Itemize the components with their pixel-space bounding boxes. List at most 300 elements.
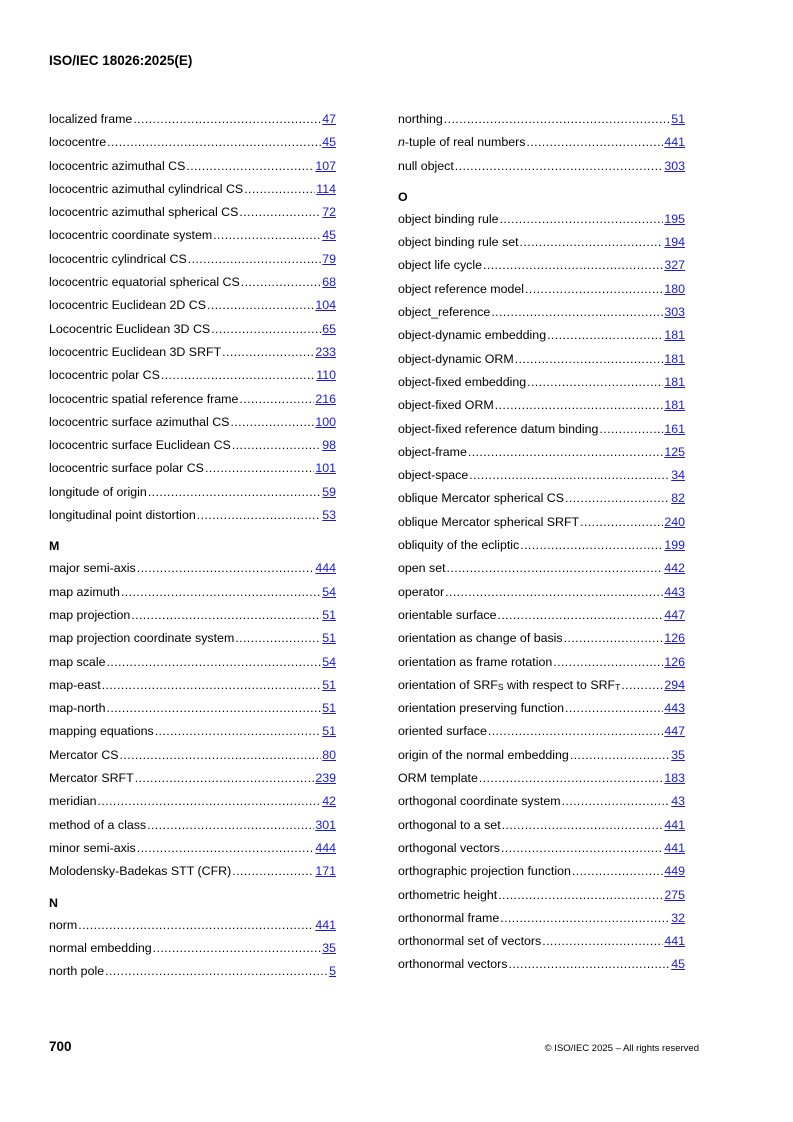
index-term-text: map-north [49,701,106,716]
page-link[interactable]: 100 [315,414,336,429]
page-link[interactable]: 441 [664,135,685,150]
index-entry [49,790,336,813]
index-term-text: orthogonal coordinate system [398,794,561,809]
index-term-text: object binding rule [398,211,499,226]
dot-leader [232,434,321,457]
section-letter: O [398,189,408,204]
dot-leader [621,674,663,697]
page-link[interactable]: 443 [664,584,685,599]
index-term-text: Mercator SRFT [49,771,134,786]
page-link[interactable]: 441 [664,840,685,855]
page-link[interactable]: 216 [315,391,336,406]
page-link[interactable]: 327 [664,258,685,273]
index-entry [49,581,336,604]
index-term [398,131,525,154]
index-term-text: orthonormal frame [398,910,500,925]
section-letter: N [49,895,58,910]
index-term-text: orthonormal vectors [398,957,508,972]
index-term-text: orthographic projection function [398,864,571,879]
index-entry [398,651,685,674]
page-link[interactable]: 301 [315,817,336,832]
index-term [49,131,106,154]
index-term-text: object-fixed ORM [398,398,494,413]
dot-leader [230,411,314,434]
page-link[interactable]: 195 [664,211,685,226]
copyright-notice: © ISO/IEC 2025 – All rights reserved [544,1043,699,1054]
page-link[interactable]: 53 [322,508,336,523]
index-term-text: orthogonal vectors [398,840,500,855]
page-link[interactable]: 183 [664,771,685,786]
page-link[interactable]: 45 [322,228,336,243]
dot-leader [106,697,321,720]
index-term-text: map-east [49,677,101,692]
index-term-text: meridian [49,794,97,809]
page-link[interactable]: 51 [322,631,336,646]
index-term [49,108,132,131]
dot-leader [239,388,314,411]
index-term-text: Lococentric Euclidean 3D CS [49,321,211,336]
dot-leader [444,108,670,131]
page-link[interactable]: 51 [322,677,336,692]
index-entry [49,651,336,674]
dot-leader [235,627,321,650]
dot-leader [241,271,321,294]
index-entry [398,581,685,604]
page-link[interactable]: 32 [671,910,685,925]
index-term-text: orthonormal set of vectors [398,934,542,949]
dot-leader [500,907,670,930]
index-term-text: orientation of SRF [398,677,498,692]
index-entry [49,604,336,627]
index-entry [398,108,685,131]
index-entry [398,208,685,231]
index-term-text: lococentric spatial reference frame [49,391,239,406]
page-link[interactable]: 107 [315,158,336,173]
index-entry [49,860,336,883]
dot-leader [137,837,315,860]
page-link[interactable]: 35 [322,940,336,955]
dot-leader [455,155,664,178]
index-entry [49,937,336,960]
index-entry [49,108,336,131]
index-term-text: object life cycle [398,258,483,273]
index-term-text: object-space [398,468,469,483]
index-entry [49,457,336,480]
index-term [49,271,240,294]
index-term-text: object_reference [398,305,491,320]
page-link[interactable]: 45 [671,957,685,972]
index-term [398,953,508,976]
index-entry [49,557,336,580]
dot-leader [599,418,663,441]
page-link[interactable]: 47 [322,112,336,126]
index-term-text: object binding rule set [398,235,519,250]
dot-leader [78,914,314,937]
index-term-text: null object [398,158,454,173]
page-link[interactable]: 82 [671,491,685,506]
index-entry [49,411,336,434]
page-link[interactable]: 42 [322,794,336,809]
index-term [398,155,454,178]
index-entry [398,301,685,324]
page-link[interactable]: 80 [322,747,336,762]
index-entry [398,627,685,650]
index-term-text: lococentric cylindrical CS [49,251,187,266]
index-term-text: lococentric equatorial spherical CS [49,275,240,290]
index-entry [398,720,685,743]
page-link[interactable]: 126 [664,631,685,646]
dot-leader [542,930,663,953]
page-link[interactable]: 233 [315,344,336,359]
page-link[interactable]: 59 [322,484,336,499]
index-term [49,767,134,790]
index-term [49,581,120,604]
section-letter: M [49,539,60,554]
index-term-text: object reference model [398,281,525,296]
index-entry [49,814,336,837]
index-entry [49,720,336,743]
index-term-text: origin of the normal embedding [398,747,569,762]
index-entry [398,394,685,417]
index-term-text: orientation as change of basis [398,631,563,646]
index-term [398,860,571,883]
index-term [398,627,563,650]
page-link[interactable]: 161 [664,421,685,436]
dot-leader [498,604,664,627]
index-term [398,534,519,557]
index-entry [398,744,685,767]
index-term-text: oriented surface [398,724,487,739]
index-term-text: localized frame [49,112,133,126]
dot-leader [197,504,321,527]
page-link[interactable]: 104 [315,298,336,313]
page-link[interactable]: 303 [664,158,685,173]
dot-leader [105,960,328,983]
dot-leader [207,294,314,317]
index-entry [49,837,336,860]
index-term-text: lococentric Euclidean 2D CS [49,298,207,313]
page-link[interactable]: 447 [664,607,685,622]
page-link[interactable]: 441 [664,817,685,832]
index-term-text: lococentric surface Euclidean CS [49,438,231,453]
page-link[interactable]: 51 [322,724,336,739]
index-term [398,907,499,930]
dot-leader [498,884,663,907]
index-entry [398,907,685,930]
index-term [398,884,497,907]
index-entry [398,534,685,557]
dot-leader [483,254,663,277]
index-entry [398,930,685,953]
index-term [398,418,598,441]
page-link[interactable]: 45 [322,135,336,150]
page-link[interactable]: 98 [322,438,336,453]
index-term-text: lococentric surface polar CS [49,461,204,476]
page-link[interactable]: 125 [664,444,685,459]
index-entry [398,464,685,487]
index-term-text: oblique Mercator spherical CS [398,491,564,506]
page-link[interactable]: 35 [671,747,685,762]
index-entry [49,224,336,247]
index-entry [49,248,336,271]
page-link[interactable]: 101 [315,461,336,476]
index-term [398,930,541,953]
page-link[interactable]: 181 [664,328,685,343]
index-term-text: longitudinal point distortion [49,508,196,523]
index-entry [49,271,336,294]
dot-leader [553,651,663,674]
dot-leader [525,278,663,301]
index-entry [398,418,685,441]
page-link[interactable]: 114 [316,181,336,196]
index-term [49,557,136,580]
index-term-text: norm [49,917,78,932]
page-link[interactable]: 444 [315,840,336,855]
index-entry [49,627,336,650]
index-term [49,318,210,341]
index-term [398,278,524,301]
index-entry [49,155,336,178]
page-link[interactable]: 171 [315,864,336,879]
page-link[interactable]: 194 [664,235,685,250]
index-term [49,860,231,883]
index-term-subscript: S [497,681,504,692]
index-entry [398,674,685,697]
page-number: 700 [49,1039,72,1054]
index-term-text: lococentric surface azimuthal CS [49,414,230,429]
index-term [398,557,446,580]
dot-leader [211,318,321,341]
dot-leader [527,371,663,394]
page-link[interactable]: 199 [664,538,685,553]
page-link[interactable]: 51 [322,701,336,716]
index-term [49,481,147,504]
dot-leader [121,581,321,604]
document-header: ISO/IEC 18026:2025(E) [49,53,193,68]
dot-leader [488,720,663,743]
index-term-text: -tuple of real numbers [404,135,526,150]
index-entry [398,487,685,510]
index-entry [49,914,336,937]
page-link[interactable]: 54 [322,584,336,599]
index-term [49,720,154,743]
dot-leader [120,744,322,767]
page-link[interactable]: 443 [664,701,685,716]
dot-leader [131,604,321,627]
dot-leader [213,224,321,247]
index-term-text: map projection coordinate system [49,631,235,646]
index-entry [49,341,336,364]
index-term [398,301,490,324]
index-entry [398,155,685,178]
index-entry [49,388,336,411]
index-term [49,604,130,627]
dot-leader [137,557,315,580]
index-entry [49,318,336,341]
dot-leader [502,814,664,837]
dot-leader [509,953,671,976]
index-entry [398,860,685,883]
index-term [49,388,238,411]
index-entry [398,231,685,254]
index-term [398,108,443,131]
index-term [49,178,243,201]
index-term [49,937,152,960]
dot-leader [564,627,664,650]
page-link[interactable]: 239 [315,771,336,786]
page-link[interactable]: 449 [664,864,685,879]
index-entry [398,767,685,790]
index-term-text: orthogonal to a set [398,817,501,832]
page-link[interactable]: 303 [664,305,685,320]
index-term-text: oblique Mercator spherical SRFT [398,514,580,529]
index-term [398,324,546,347]
dot-leader [161,364,315,387]
page-link[interactable]: 110 [316,368,336,383]
page-link[interactable]: 444 [315,561,336,576]
page-link[interactable]: 5 [329,964,336,979]
index-entry [49,131,336,154]
index-entry [49,504,336,527]
page-link[interactable]: 51 [322,607,336,622]
dot-leader [547,324,663,347]
index-term [49,434,231,457]
index-entry [398,441,685,464]
dot-leader [562,790,671,813]
dot-leader [565,697,663,720]
index-term [398,744,569,767]
page-link[interactable]: 441 [315,917,336,932]
page-link[interactable]: 181 [664,351,685,366]
index-term-text: lococentric azimuthal CS [49,158,186,173]
index-term-text: minor semi-axis [49,840,136,855]
index-entry [398,837,685,860]
index-term [398,441,467,464]
index-term [398,720,487,743]
index-term-text: map azimuth [49,584,120,599]
index-term [49,744,119,767]
page-link[interactable]: 65 [322,321,336,336]
index-term [398,511,579,534]
index-term-text: northing [398,112,443,126]
dot-leader [501,837,663,860]
index-term [49,155,185,178]
index-term-text: lococentric polar CS [49,368,160,383]
page-link[interactable]: 180 [664,281,685,296]
dot-leader [520,231,664,254]
page-link[interactable]: 54 [322,654,336,669]
index-entry [398,131,685,154]
index-entry [49,767,336,790]
index-term [398,674,620,698]
index-entry [49,434,336,457]
dot-leader [580,511,663,534]
index-term [49,457,204,480]
index-term-text: obliquity of the ecliptic [398,538,520,553]
page-link[interactable]: 447 [664,724,685,739]
index-term-text: map projection [49,607,131,622]
dot-leader [495,394,664,417]
dot-leader [155,720,321,743]
index-term [49,837,136,860]
index-entry [398,697,685,720]
index-term [49,914,77,937]
index-term [49,651,105,674]
index-term [49,504,196,527]
index-term-text: orientable surface [398,607,497,622]
index-entry [398,814,685,837]
page-link[interactable]: 34 [671,468,685,483]
dot-leader [232,860,314,883]
page-link[interactable]: 441 [664,934,685,949]
dot-leader [148,481,321,504]
dot-leader [447,557,664,580]
index-entry [49,481,336,504]
index-term [49,627,234,650]
index-term [398,348,514,371]
page-link[interactable]: 68 [322,275,336,290]
dot-leader [239,201,321,224]
index-term-text: ORM template [398,771,478,786]
page-link[interactable]: 294 [664,677,685,692]
index-term [398,604,497,627]
index-term-text: major semi-axis [49,561,136,576]
index-term [398,837,500,860]
page-link[interactable]: 79 [322,251,336,266]
index-entry [49,178,336,201]
page-link[interactable]: 442 [664,561,685,576]
dot-leader [526,131,663,154]
index-term [398,254,482,277]
index-term [49,224,212,247]
dot-leader [147,814,314,837]
index-term [49,201,238,224]
index-term-text: Mercator CS [49,747,119,762]
page-link[interactable]: 240 [664,514,685,529]
index-entry [49,960,336,983]
dot-leader [133,108,321,131]
page-link[interactable]: 275 [664,887,685,902]
index-term [49,341,221,364]
index-term [398,208,499,231]
index-term-text: object-fixed reference datum binding [398,421,599,436]
index-entry [398,884,685,907]
dot-leader [469,464,670,487]
index-term [49,674,101,697]
index-entry [49,201,336,224]
index-term-text: object-fixed embedding [398,374,527,389]
dot-leader [135,767,315,790]
page-link[interactable]: 181 [664,398,685,413]
dot-leader [205,457,314,480]
dot-leader [106,651,321,674]
page-link[interactable]: 126 [664,654,685,669]
page-link[interactable]: 181 [664,374,685,389]
index-term-text: open set [398,561,446,576]
index-entry [398,604,685,627]
index-term-text: lococentric Euclidean 3D SRFT [49,344,222,359]
index-term-text: lococentric coordinate system [49,228,213,243]
dot-leader [188,248,321,271]
index-term [49,790,97,813]
page-link[interactable]: 43 [671,794,685,809]
index-entry [398,324,685,347]
page-link[interactable]: 51 [671,112,685,126]
dot-leader [500,208,664,231]
index-term-text: orientation as frame rotation [398,654,553,669]
page-link[interactable]: 72 [322,205,336,220]
dot-leader [98,790,322,813]
